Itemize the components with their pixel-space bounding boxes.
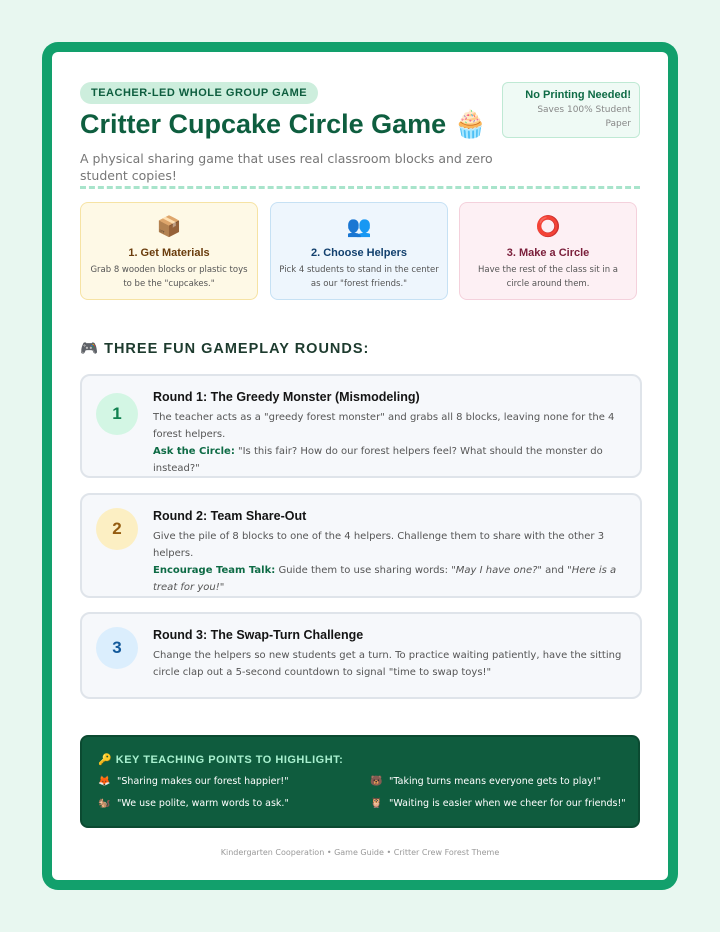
round-number-badge: 2 (96, 508, 138, 550)
step-description: Grab 8 wooden blocks or plastic toys to be the "cupcakes." (90, 265, 248, 289)
cue-label: Encourage Team Talk: (153, 565, 276, 576)
squirrel-icon: 🐿️ (98, 798, 111, 809)
round-body (153, 628, 626, 681)
page-frame (42, 42, 678, 890)
cue-text: "Is this fair? How do our forest helpers feel? What should the monster do instead?" (153, 446, 603, 474)
key-points-box (80, 735, 640, 828)
key-point-text: "Taking turns means everyone gets to play!" (389, 776, 602, 787)
owl-icon: 🦉 (370, 798, 383, 809)
key-point-item (370, 798, 626, 809)
round-body (153, 390, 626, 477)
cue-text: Guide them to use sharing words: (275, 565, 452, 576)
no-printing-badge (502, 82, 640, 138)
key-points-heading (98, 753, 343, 766)
quote-one: "May I have one?" (451, 565, 542, 576)
page-footer: Kindergarten Cooperation • Game Guide • Critter Crew Forest Theme (220, 848, 500, 857)
round-description: Change the helpers so new students get a turn. To practice waiting patiently, have the sitting circle clap out a 5-second countdown to signal "time to swap toys!" (153, 650, 622, 678)
step-card-circle (459, 202, 637, 300)
circle-icon: ⭕ (535, 214, 561, 238)
round-cue (153, 562, 626, 596)
cue-label: Ask the Circle: (153, 446, 235, 457)
round-title: Round 3: The Swap-Turn Challenge (153, 628, 364, 642)
round-number-badge: 1 (96, 393, 138, 435)
round-title: Round 1: The Greedy Monster (Mismodeling) (153, 390, 420, 404)
step-title: 3. Make a Circle (506, 247, 590, 259)
round-description: Give the pile of 8 blocks to one of the 4 helpers. Challenge them to share with the other 3 helpers. (153, 531, 605, 559)
round-number-badge: 3 (96, 627, 138, 669)
and-word: and (542, 565, 568, 576)
quote-two: "Here is a treat for you!" (153, 565, 617, 593)
key-point-item (98, 798, 289, 809)
round-cue (153, 443, 626, 477)
setup-steps (80, 202, 640, 302)
key-point-text: "Waiting is easier when we cheer for our friends!" (389, 798, 626, 809)
step-title: 2. Choose Helpers (311, 247, 407, 259)
page-subtitle: A physical sharing game that uses real classroom blocks and zero student copies! (80, 151, 493, 183)
round-body (153, 509, 626, 596)
package-icon: 📦 (156, 214, 182, 238)
step-description: Have the rest of the class sit in a circle around them. (477, 265, 619, 289)
category-pill: TEACHER-LED WHOLE GROUP GAME (80, 82, 318, 104)
bear-icon: 🐻 (370, 776, 383, 787)
cupcake-icon: 🧁 (453, 109, 488, 139)
key-point-item (98, 776, 289, 787)
fox-icon: 🦊 (98, 776, 111, 787)
round-title: Round 2: Team Share-Out (153, 509, 307, 523)
dashed-divider (80, 186, 640, 189)
round-card-2 (80, 493, 642, 598)
key-points-heading-text: KEY TEACHING POINTS TO HIGHLIGHT: (115, 754, 344, 766)
round-card-3 (80, 612, 642, 699)
rounds-heading (80, 340, 369, 357)
key-point-item (370, 776, 601, 787)
people-icon: 👥 (346, 214, 372, 238)
worksheet-paper (52, 52, 668, 880)
key-point-text: "We use polite, warm words to ask." (117, 798, 289, 809)
title-text: Critter Cupcake Circle Game (80, 109, 447, 139)
rounds-heading-text: THREE FUN GAMEPLAY ROUNDS: (104, 341, 370, 357)
step-title: 1. Get Materials (128, 247, 210, 259)
round-card-1 (80, 374, 642, 478)
badge-title: No Printing Needed! (525, 89, 631, 101)
step-description: Pick 4 students to stand in the center as our "forest friends." (279, 265, 439, 289)
step-card-helpers (270, 202, 448, 300)
step-card-materials (80, 202, 258, 300)
game-controller-icon: 🎮 (80, 341, 100, 357)
badge-subtitle: Saves 100% Student Paper (537, 105, 631, 129)
page-title (80, 108, 487, 140)
key-point-text: "Sharing makes our forest happier!" (117, 776, 289, 787)
round-description: The teacher acts as a "greedy forest monster" and grabs all 8 blocks, leaving none for the 4 forest helpers. (153, 412, 615, 440)
key-icon: 🔑 (98, 754, 113, 766)
